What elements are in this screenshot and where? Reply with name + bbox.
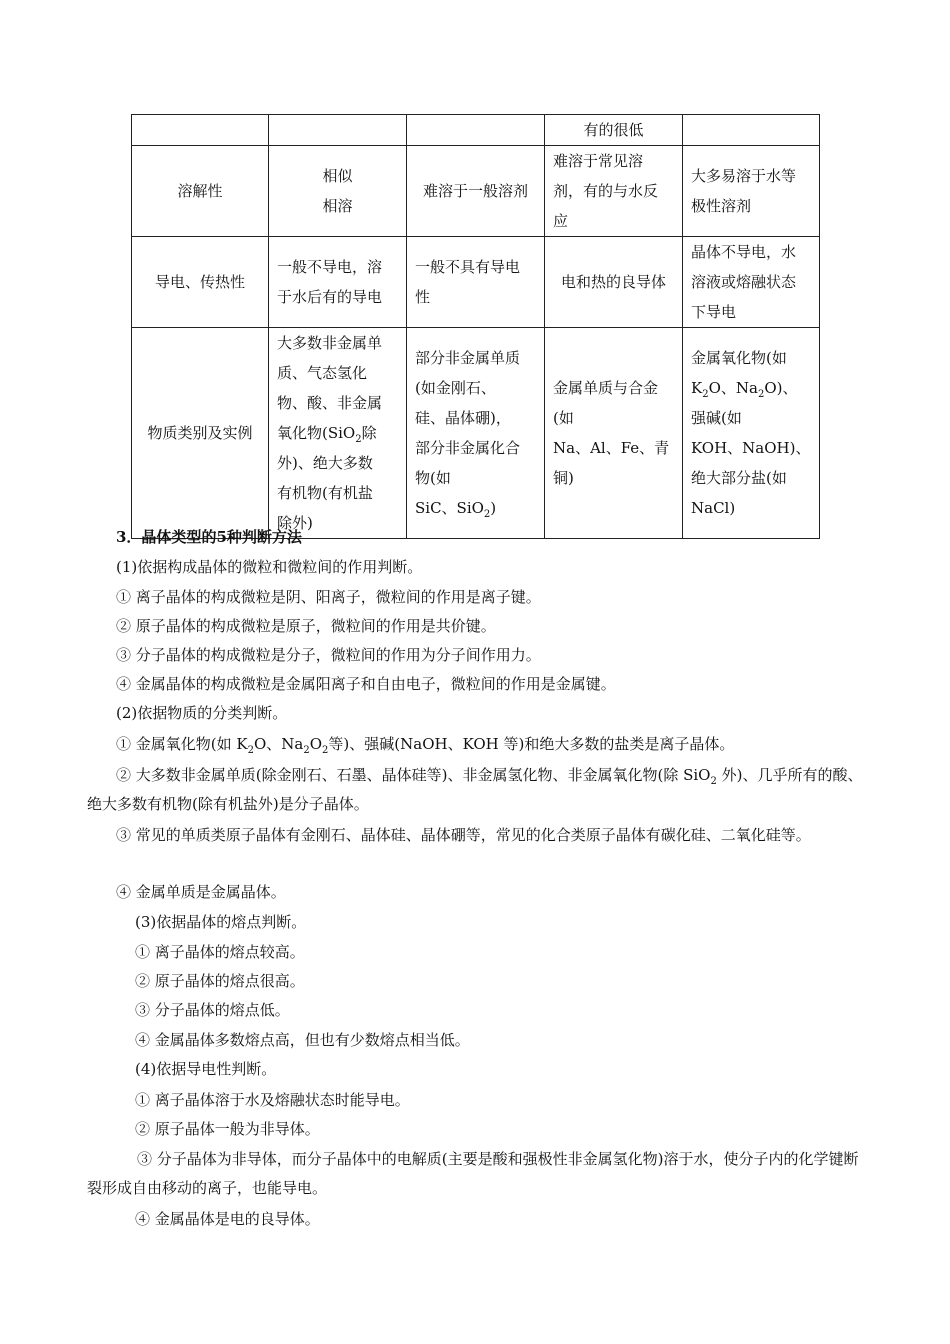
cell-metallic: 金属单质与合金 (如 Na、Al、Fe、青 铜) [545,328,683,539]
cell-metallic: 难溶于常见溶 剂，有的与水反 应 [545,146,683,237]
list-item: ① 离子晶体的构成微粒是阴、阳离子，微粒间的作用是离子键。 [116,588,541,606]
list-item: ③ 常见的单质类原子晶体有金刚石、晶体硅、晶体硼等，常见的化合类原子晶体有碳化硅、二氧化硅等。 [116,826,811,844]
cell-ionic: 大多易溶于水等 极性溶剂 [683,146,820,237]
list-item: ④ 金属晶体是电的良导体。 [135,1210,320,1228]
row-label [132,115,269,146]
table-row [132,115,820,146]
list-item: ① 离子晶体的熔点较高。 [135,943,305,961]
cell-atomic: 一般不具有导电 性 [407,237,545,328]
list-item: ④ 金属晶体的构成微粒是金属阳离子和自由电子，微粒间的作用是金属键。 [116,675,616,693]
cell-molecular: 大多数非金属单 质、气态氢化 物、酸、非金属 氧化物(SiO$_2$除 外)、绝大多数 有机物(有机盐 除外) [269,328,407,539]
method-4-title: (4)依据导电性判断。 [135,1060,277,1078]
cell-ionic: 金属氧化物(如 $K_2O$、$Na_2O$)、 强碱(如 KOH、NaOH)、 绝大部分盐(如 NaCl) [683,328,820,539]
row-label: 物质类别及实例 [132,328,269,539]
list-item: ② 原子晶体一般为非导体。 [135,1120,320,1138]
method-2-title: (2)依据物质的分类判断。 [116,704,288,722]
cell-atomic: 部分非金属单质 (如金刚石、 硅、晶体硼)， 部分非金属化合 物(如 SiC、SiO$_2$) [407,328,545,539]
list-item: ④ 金属单质是金属晶体。 [116,883,286,901]
table-row [132,237,820,328]
list-item: ③ 分子晶体的构成微粒是分子，微粒间的作用为分子间作用力。 [116,646,541,664]
cell-metallic: 有的很低 [545,115,683,146]
cell-atomic [407,115,545,146]
table-row [132,146,820,237]
list-item: ② 原子晶体的构成微粒是原子，微粒间的作用是共价键。 [116,617,496,635]
method-1-title: (1)依据构成晶体的微粒和微粒间的作用判断。 [116,558,423,576]
cell-molecular [269,115,407,146]
method-3-title: (3)依据晶体的熔点判断。 [135,913,307,931]
list-item: ① 离子晶体溶于水及熔融状态时能导电。 [135,1091,410,1109]
row-label: 溶解性 [132,146,269,237]
list-item: ③ 分子晶体为非导体，而分子晶体中的电解质(主要是酸和强极性非金属氢化物)溶于水，使分子内的化学键断裂形成自由移动的离子，也能导电。 [87,1150,859,1197]
list-item: ③ 分子晶体的熔点低。 [135,1001,290,1019]
list-item: ① 金属氧化物(如 $K_2O$、$Na_2O_2$等)、强碱(NaOH、KOH 等)和绝大多数的盐类是离子晶体。 [116,735,735,756]
cell-molecular: 相似 相溶 [269,146,407,237]
section-heading: 3．晶体类型的5种判断方法 [116,528,302,546]
cell-ionic: 晶体不导电，水 溶液或熔融状态 下导电 [683,237,820,328]
cell-molecular: 一般不导电，溶 于水后有的导电 [269,237,407,328]
list-item: ② 大多数非金属单质(除金刚石、石墨、晶体硅等)、非金属氢化物、非金属氧化物(除 SiO$_2$ 外)、几乎所有的酸、绝大多数有机物(除有机盐外)是分子晶体。 [87,766,863,813]
crystal-properties-table [131,114,820,539]
table-row [132,328,820,539]
list-item: ④ 金属晶体多数熔点高，但也有少数熔点相当低。 [135,1031,470,1049]
cell-metallic: 电和热的良导体 [545,237,683,328]
row-label: 导电、传热性 [132,237,269,328]
list-item: ② 原子晶体的熔点很高。 [135,972,305,990]
cell-atomic: 难溶于一般溶剂 [407,146,545,237]
cell-ionic [683,115,820,146]
